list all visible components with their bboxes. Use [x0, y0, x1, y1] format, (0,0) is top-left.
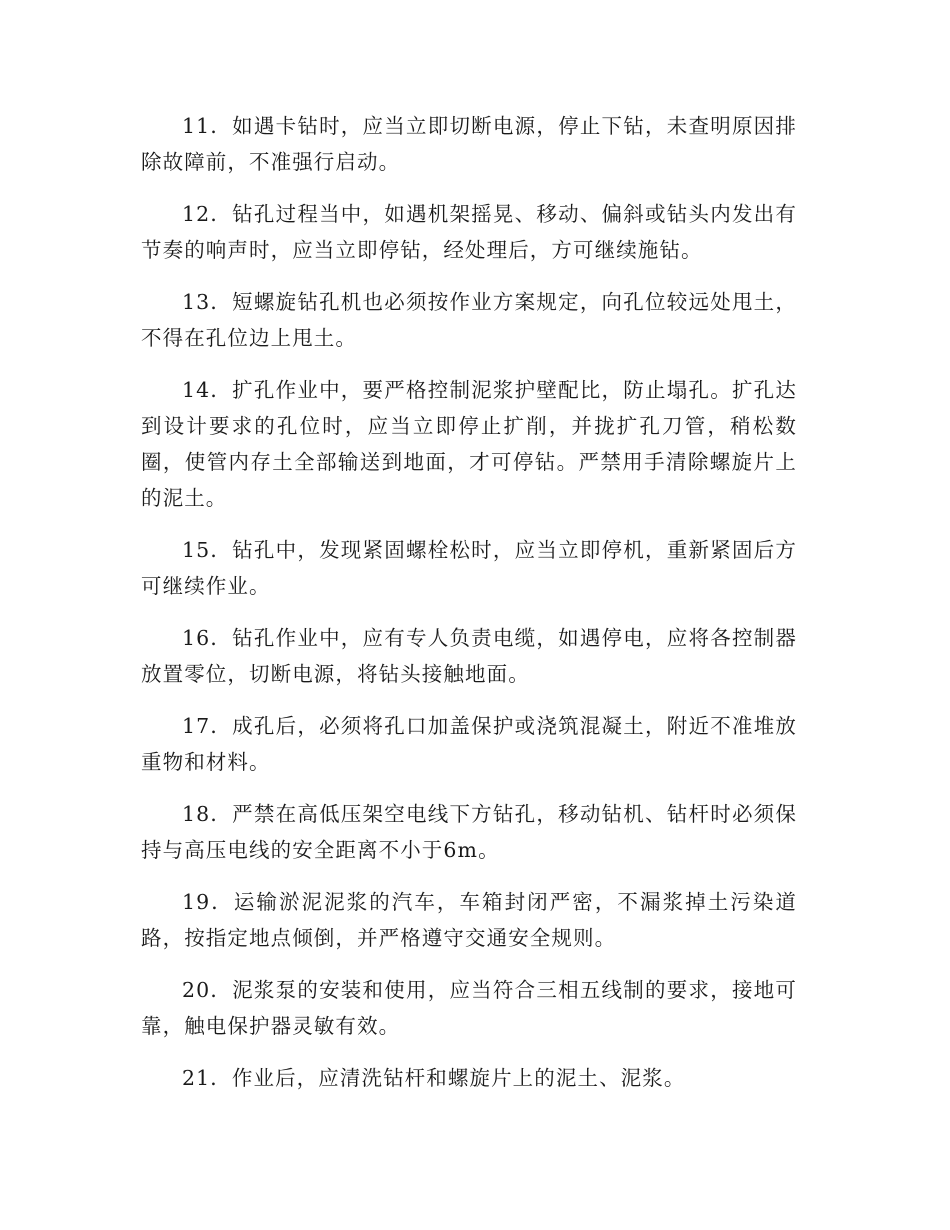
rule-paragraph-21: 21．作业后，应清洗钻杆和螺旋片上的泥土、泥浆。 — [182, 1066, 686, 1090]
rule-paragraph-15: 15．钻孔中，发现紧固螺栓松时，应当立即停机，重新紧固后方可继续作业。 — [141, 538, 797, 598]
rule-paragraph-18: 18．严禁在高低压架空电线下方钻孔，移动钻机、钻杆时必须保持与高压电线的安全距离不小于6m。 — [141, 802, 797, 862]
rule-paragraph-17: 17．成孔后，必须将孔口加盖保护或浇筑混凝土，附近不准堆放重物和材料。 — [141, 714, 797, 774]
rule-paragraph-12: 12．钻孔过程当中，如遇机架摇晃、移动、偏斜或钻头内发出有节奏的响声时，应当立即停钻，经处理后，方可继续施钻。 — [141, 202, 797, 262]
document-body — [141, 108, 797, 1112]
rule-paragraph-20: 20．泥浆泵的安装和使用，应当符合三相五线制的要求，接地可靠，触电保护器灵敏有效。 — [141, 978, 797, 1038]
rule-paragraph-19: 19．运输淤泥泥浆的汽车，车箱封闭严密，不漏浆掉土污染道路，按指定地点倾倒，并严格遵守交通安全规则。 — [141, 890, 797, 950]
rule-paragraph-13: 13．短螺旋钻孔机也必须按作业方案规定，向孔位较远处甩土，不得在孔位边上甩土。 — [141, 290, 797, 350]
rule-paragraph-11: 11．如遇卡钻时，应当立即切断电源，停止下钻，未查明原因排除故障前，不准强行启动。 — [141, 114, 797, 174]
rule-paragraph-14: 14．扩孔作业中，要严格控制泥浆护壁配比，防止塌孔。扩孔达到设计要求的孔位时，应当立即停止扩削，并拢扩孔刀管，稍松数圈，使管内存土全部输送到地面，才可停钻。严禁用手清除螺旋片上的泥土。 — [141, 378, 797, 510]
rule-paragraph-16: 16．钻孔作业中，应有专人负责电缆，如遇停电，应将各控制器放置零位，切断电源，将钻头接触地面。 — [141, 626, 797, 686]
